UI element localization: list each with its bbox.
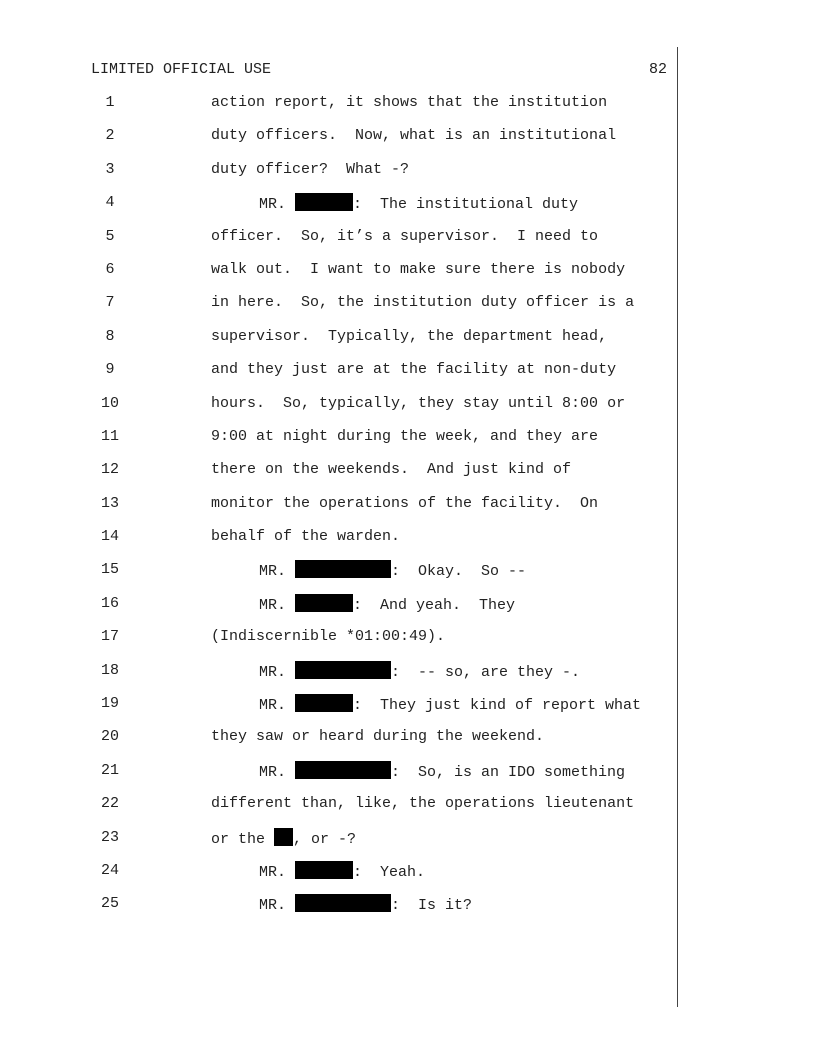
line-number: 24 [100, 861, 119, 879]
transcript-line [0, 494, 816, 527]
redaction-block [274, 828, 293, 846]
redaction-block [295, 661, 391, 679]
transcript-line [0, 93, 816, 126]
line-number: 11 [100, 427, 119, 445]
redaction-block [295, 894, 391, 912]
line-number: 13 [100, 494, 119, 512]
line-number: 22 [100, 795, 119, 813]
transcript-line [0, 527, 816, 560]
transcript-line [0, 828, 816, 861]
line-text: supervisor. Typically, the department head, [211, 327, 608, 345]
line-text: walk out. I want to make sure there is nobody [211, 260, 626, 278]
line-number: 10 [100, 394, 119, 412]
line-number: 4 [105, 194, 115, 212]
transcript-line [0, 193, 816, 226]
line-number: 3 [105, 160, 115, 178]
transcript-line [0, 794, 816, 827]
line-text: MR. : So, is an IDO something [259, 761, 625, 783]
classification-marking: LIMITED OFFICIAL USE [91, 61, 272, 78]
page-header [91, 60, 667, 80]
redaction-block [295, 560, 391, 578]
line-number: 21 [100, 761, 119, 779]
line-number: 20 [100, 728, 119, 746]
transcript-line [0, 727, 816, 760]
line-text: MR. : The institutional duty [259, 193, 578, 215]
transcript-line [0, 594, 816, 627]
transcript-line [0, 694, 816, 727]
transcript-line [0, 227, 816, 260]
transcript-line [0, 894, 816, 927]
line-number: 8 [105, 327, 115, 345]
transcript-line [0, 661, 816, 694]
line-text: MR. : And yeah. They [259, 594, 515, 616]
transcript-body [0, 93, 816, 928]
line-text: monitor the operations of the facility. On [211, 494, 599, 512]
line-text: (Indiscernible *01:00:49). [211, 628, 446, 646]
transcript-line [0, 327, 816, 360]
line-text: MR. : Yeah. [259, 861, 425, 883]
line-number: 18 [100, 661, 119, 679]
line-number: 25 [100, 895, 119, 913]
line-number: 19 [100, 695, 119, 713]
line-text: MR. : Is it? [259, 894, 472, 916]
line-text: officer. So, it’s a supervisor. I need to [211, 227, 599, 245]
line-text: action report, it shows that the institution [211, 94, 608, 111]
line-text: or the , or -? [211, 828, 356, 850]
line-text: MR. : They just kind of report what [259, 694, 641, 716]
transcript-line [0, 460, 816, 493]
line-text: there on the weekends. And just kind of [211, 461, 572, 479]
redaction-block [295, 193, 353, 211]
transcript-line [0, 293, 816, 326]
transcript-line [0, 160, 816, 193]
redaction-block [295, 761, 391, 779]
line-text: 9:00 at night during the week, and they are [211, 427, 599, 445]
page-number: 82 [648, 61, 667, 78]
line-number: 5 [105, 227, 115, 245]
line-text: MR. : -- so, are they -. [259, 661, 580, 683]
line-text: in here. So, the institution duty officer is a [211, 294, 635, 312]
transcript-line [0, 360, 816, 393]
line-text: hours. So, typically, they stay until 8:00 or [211, 394, 626, 412]
line-number: 2 [105, 127, 115, 145]
line-number: 23 [100, 828, 119, 846]
line-text: duty officers. Now, what is an institutional [211, 127, 617, 145]
redaction-block [295, 694, 353, 712]
redaction-block [295, 594, 353, 612]
transcript-line [0, 427, 816, 460]
line-number: 16 [100, 594, 119, 612]
transcript-line [0, 861, 816, 894]
transcript-line [0, 394, 816, 427]
line-text: MR. : Okay. So -- [259, 560, 526, 582]
line-text: duty officer? What -? [211, 160, 410, 178]
line-number: 7 [105, 294, 115, 312]
transcript-line [0, 126, 816, 159]
line-text: different than, like, the operations lieutenant [211, 795, 635, 813]
transcript-line [0, 761, 816, 794]
line-number: 17 [100, 628, 119, 646]
transcript-line [0, 560, 816, 593]
line-number: 15 [100, 561, 119, 579]
line-text: they saw or heard during the weekend. [211, 728, 545, 746]
line-number: 1 [105, 94, 115, 111]
line-number: 14 [100, 528, 119, 546]
line-number: 6 [105, 260, 115, 278]
transcript-line [0, 627, 816, 660]
line-number: 12 [100, 461, 119, 479]
line-text: behalf of the warden. [211, 528, 401, 546]
line-text: and they just are at the facility at non-duty [211, 361, 617, 379]
transcript-line [0, 260, 816, 293]
line-number: 9 [105, 361, 115, 379]
redaction-block [295, 861, 353, 879]
